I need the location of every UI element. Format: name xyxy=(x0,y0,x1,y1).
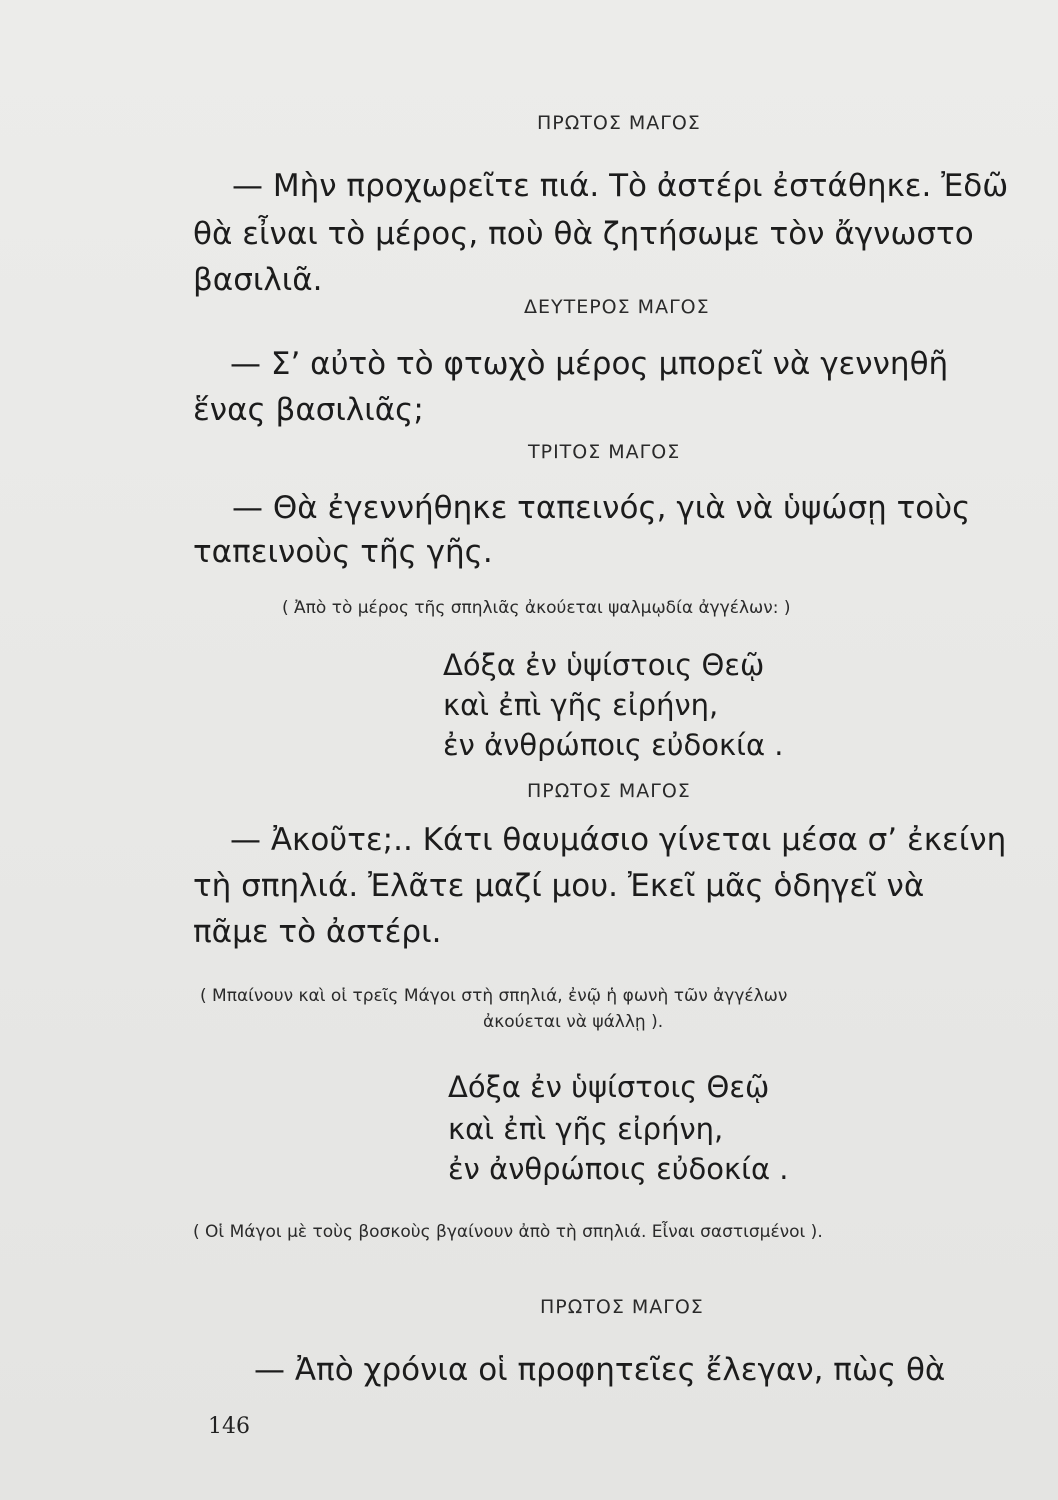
dialogue-line: — Μὴν προχωρεῖτε πιά. Τὸ ἀστέρι ἐστάθηκε. Ἐδῶ xyxy=(232,168,1009,204)
dialogue-line: ταπεινοὺς τῆς γῆς. xyxy=(193,534,493,570)
dialogue-line: θὰ εἶναι τὸ μέρος, ποὺ θὰ ζητήσωμε τὸν ἄγνωστο xyxy=(193,216,974,252)
dialogue-line: ἕνας βασιλιᾶς; xyxy=(193,392,424,428)
hymn-line: Δόξα ἐν ὑψίστοις Θεῷ xyxy=(448,1070,770,1104)
speaker-heading: ΠΡΩΤΟΣ ΜΑΓΟΣ xyxy=(527,780,691,802)
speaker-heading: ΠΡΩΤΟΣ ΜΑΓΟΣ xyxy=(540,1296,704,1318)
hymn-line: ἐν ἀνθρώποις εὐδοκία . xyxy=(443,728,784,762)
speaker-heading: ΤΡΙΤΟΣ ΜΑΓΟΣ xyxy=(528,441,681,463)
hymn-line: Δόξα ἐν ὑψίστοις Θεῷ xyxy=(443,648,765,682)
dialogue-line: βασιλιᾶ. xyxy=(193,262,323,298)
dialogue-line: — Θὰ ἐγεννήθηκε ταπεινός, γιὰ νὰ ὑψώσῃ τοὺς xyxy=(232,490,971,526)
hymn-line: καὶ ἐπὶ γῆς εἰρήνη, xyxy=(448,1112,724,1146)
dialogue-line: πᾶμε τὸ ἀστέρι. xyxy=(193,914,442,950)
stage-direction: ( Οἱ Μάγοι μὲ τοὺς βοσκοὺς βγαίνουν ἀπὸ τὴ σπηλιά. Εἶναι σαστισμένοι ). xyxy=(193,1222,823,1242)
dialogue-line: τὴ σπηλιά. Ἐλᾶτε μαζί μου. Ἐκεῖ μᾶς ὁδηγεῖ νὰ xyxy=(193,868,925,904)
dialogue-line: — Ἀπὸ χρόνια οἱ προφητεῖες ἔλεγαν, πὼς θὰ xyxy=(254,1352,946,1388)
hymn-line: καὶ ἐπὶ γῆς εἰρήνη, xyxy=(443,688,719,722)
stage-direction: ἀκούεται νὰ ψάλλῃ ). xyxy=(483,1012,664,1032)
page-number: 146 xyxy=(208,1414,250,1439)
hymn-line: ἐν ἀνθρώποις εὐδοκία . xyxy=(448,1152,789,1186)
dialogue-line: — Ἀκοῦτε;.. Κάτι θαυμάσιο γίνεται μέσα σ’ ἐκείνη xyxy=(230,822,1007,858)
stage-direction: ( Μπαίνουν καὶ οἱ τρεῖς Μάγοι στὴ σπηλιά, ἐνῷ ἡ φωνὴ τῶν ἀγγέλων xyxy=(200,986,788,1006)
speaker-heading: ΠΡΩΤΟΣ ΜΑΓΟΣ xyxy=(537,112,701,134)
dialogue-line: — Σ’ αὐτὸ τὸ φτωχὸ μέρος μπορεῖ νὰ γεννηθῆ xyxy=(230,346,949,382)
stage-direction: ( Ἀπὸ τὸ μέρος τῆς σπηλιᾶς ἀκούεται ψαλμῳδία ἀγγέλων: ) xyxy=(282,598,791,618)
speaker-heading: ΔΕΥΤΕΡΟΣ ΜΑΓΟΣ xyxy=(524,296,710,318)
